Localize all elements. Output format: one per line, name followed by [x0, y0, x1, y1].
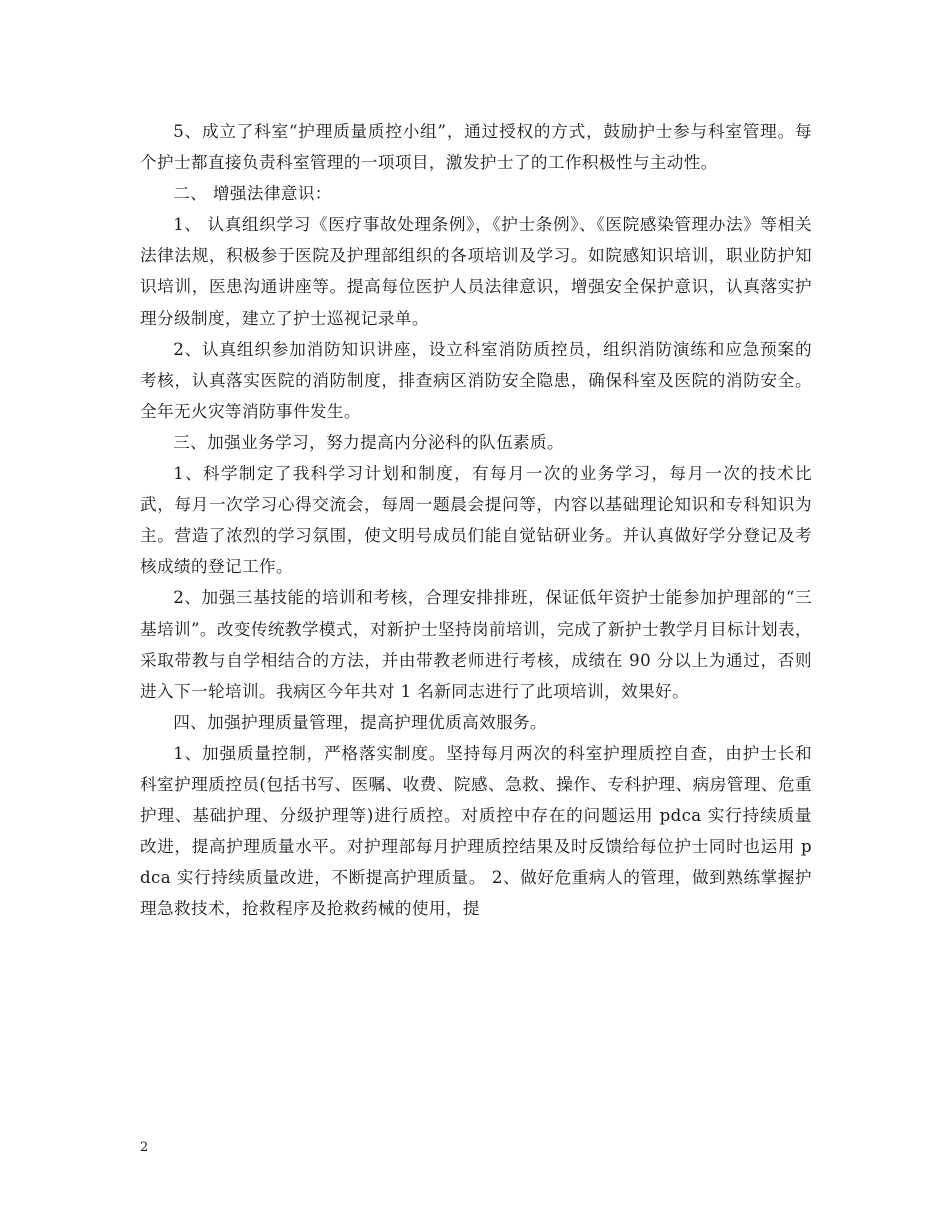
heading-quality-management: 四、加强护理质量管理，提高护理优质高效服务。	[173, 712, 548, 732]
heading-legal-awareness: 二、 增强法律意识：	[173, 184, 332, 204]
paragraph-three-basics-training: 2、加强三基技能的培训和考核，合理安排排班，保证低年资护士能参加护理部的“三基培训”。改变传统教学模式，对新护士坚持岗前培训，完成了新护士教学月目标计划表，采取带教与自学相结合的方法，并由带教老师进行考核，成绩在 90 分以上为通过，否则进入下一轮培训。我病区今年共对 1 名新同志进行了此项培训，效果好。	[140, 588, 812, 701]
paragraph-team-quality-group: 5、成立了科室“护理质量质控小组”，通过授权的方式，鼓励护士参与科室管理。每个护士都直接负责科室管理的一项项目，激发护士了的工作积极性与主动性。	[140, 122, 812, 173]
paragraph-study-plan: 1、科学制定了我科学习计划和制度，有每月一次的业务学习，每月一次的技术比武，每月一次学习心得交流会，每周一题晨会提问等，内容以基础理论知识和专科知识为主。营造了浓烈的学习氛围，使文明号成员们能自觉钻研业务。并认真做好学分登记及考核成绩的登记工作。	[140, 464, 812, 577]
page-number: 2	[140, 1140, 149, 1155]
heading-professional-study: 三、加强业务学习，努力提高内分泌科的队伍素质。	[173, 432, 565, 452]
paragraph-law-study: 1、 认真组织学习《医疗事故处理条例》，《护士条例》、《医院感染管理办法》等相关法律法规，积极参于医院及护理部组织的各项培训及学习。如院感知识培训，职业防护知识培训，医患沟通讲座等。提高每位医护人员法律意识，增强安全保护意识，认真落实护理分级制度，建立了护士巡视记录单。	[140, 215, 812, 328]
document-body	[140, 116, 812, 924]
paragraph-fire-safety: 2、认真组织参加消防知识讲座，设立科室消防质控员，组织消防演练和应急预案的考核，认真落实医院的消防制度，排查病区消防安全隐患，确保科室及医院的消防安全。全年无火灾等消防事件发生。	[140, 339, 812, 421]
paragraph-quality-control: 1、加强质量控制，严格落实制度。坚持每月两次的科室护理质控自查，由护士长和科室护理质控员(包括书写、医嘱、收费、院感、急救、操作、专科护理、病房管理、危重护理、基础护理、分级护理等)进行质控。对质控中存在的问题运用 pdca 实行持续质量改进，提高护理质量水平。对护理部每月护理质控结果及时反馈给每位护士同时也运用 pdca 实行持续质量改进，不断提高护理质量。 2、做好危重病人的管理，做到熟练掌握护理急救技术，抢救程序及抢救药械的使用，提	[140, 743, 812, 919]
